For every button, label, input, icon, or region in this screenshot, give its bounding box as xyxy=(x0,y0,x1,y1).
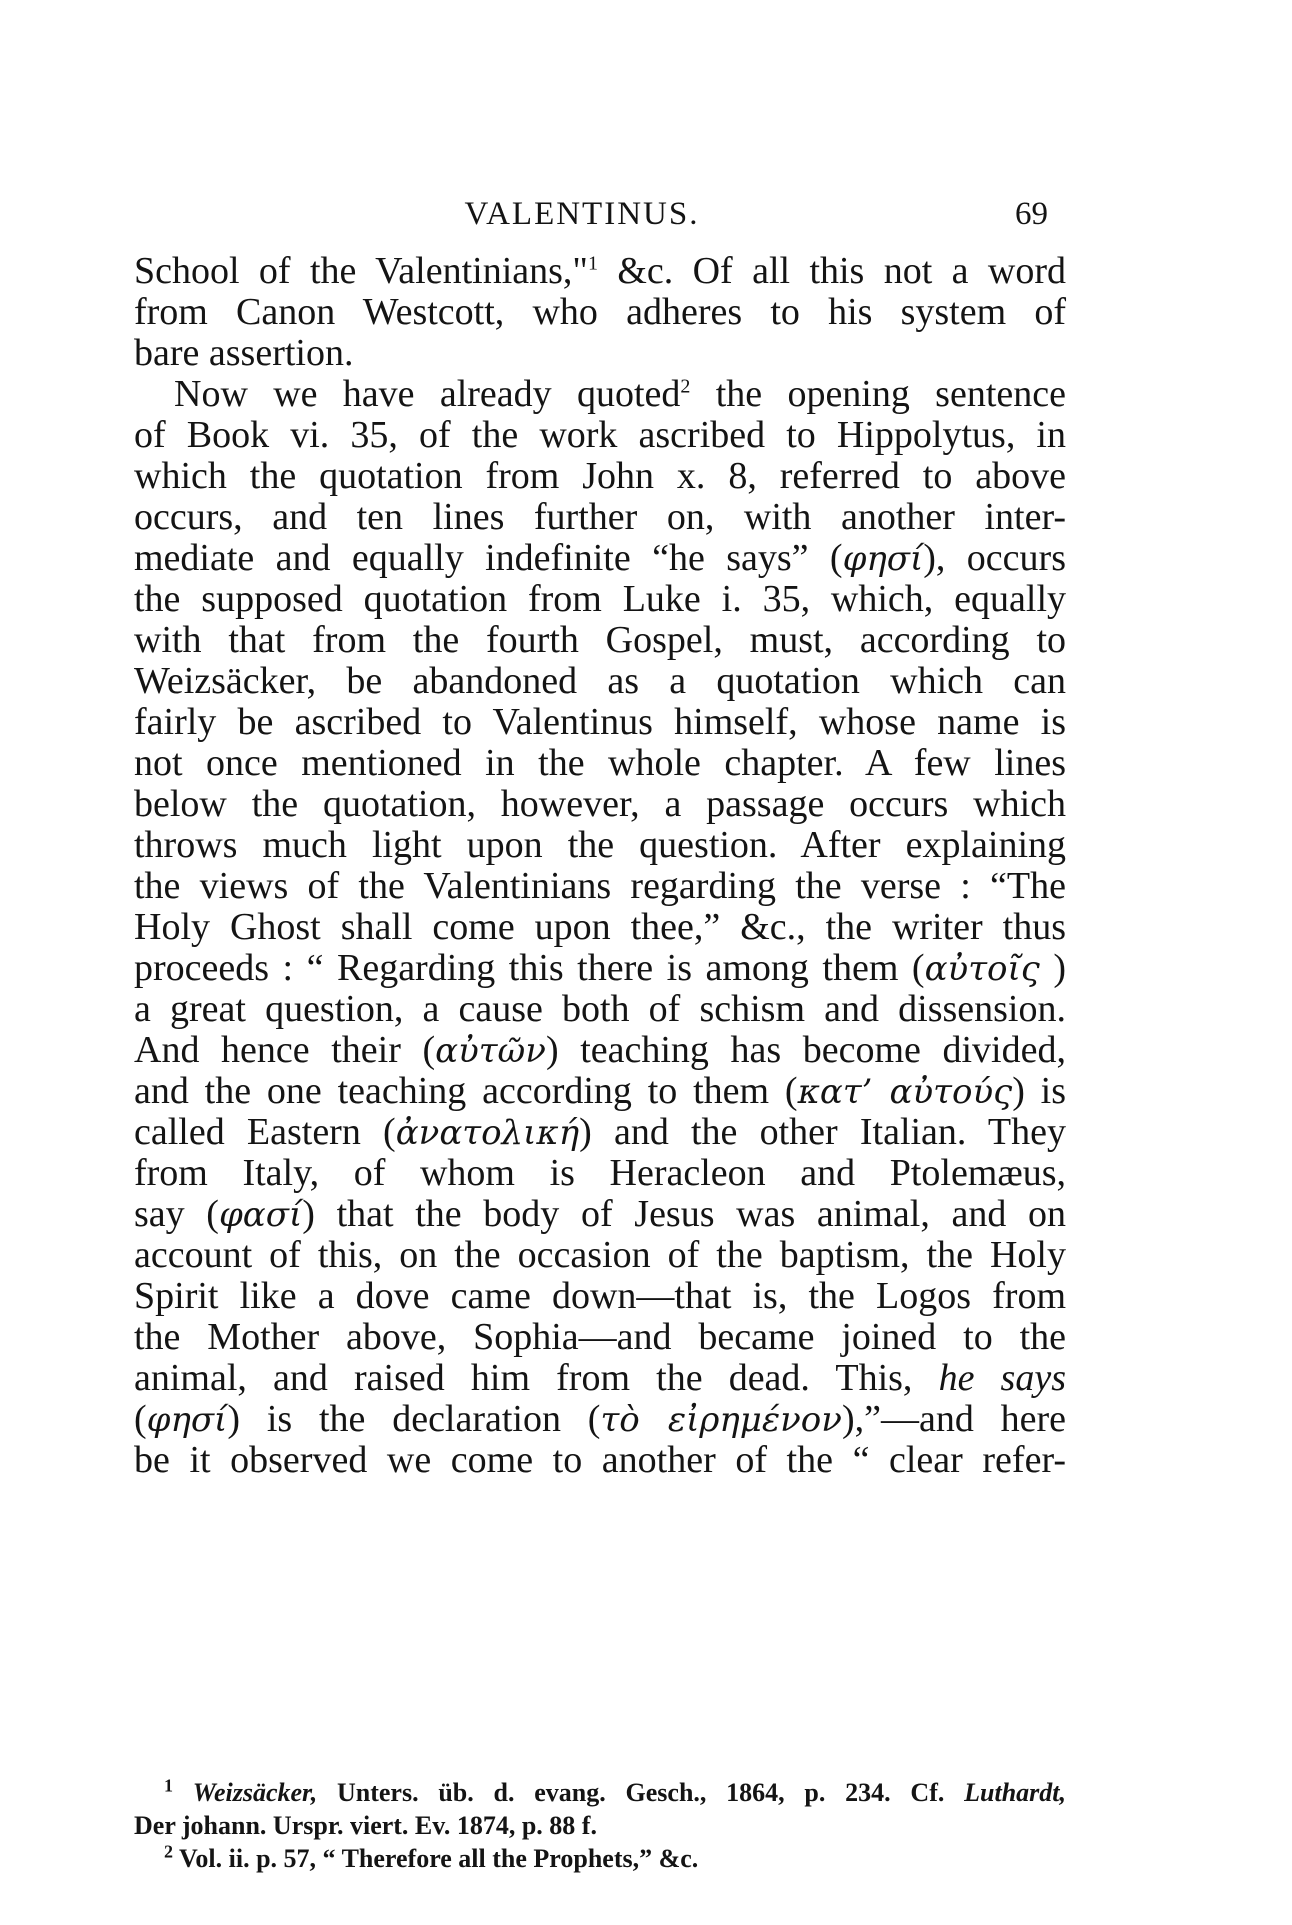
text-line: the Mother above, Sophia—and became joined to the xyxy=(134,1316,1066,1358)
greek-word: ἀνατολική xyxy=(395,1113,580,1153)
text-line: called Eastern (ἀνατολική) and the other Italian. They xyxy=(134,1111,1066,1153)
text-line: from Canon Westcott, who adheres to his system of xyxy=(134,291,1066,333)
text-line: Now we have already quoted$^2$ the opening sentence xyxy=(174,373,1066,415)
page-number: 69 xyxy=(1015,196,1048,232)
text-line: bare assertion. xyxy=(134,332,354,374)
text-line: the supposed quotation from Luke i. 35, which, equally xyxy=(134,578,1066,620)
text-line: throws much light upon the question. After explaining xyxy=(134,824,1066,866)
greek-word: κατ’ αὐτούς xyxy=(797,1072,1013,1112)
text-line: animal, and raised him from the dead. This, he says xyxy=(134,1357,1067,1399)
greek-word: αὐτοῖς xyxy=(924,949,1040,989)
footnote-line: $^1$ Weizsäcker, Unters. üb. d. evang. Gesch., 1864, p. 234. Cf. Luthardt, xyxy=(164,1775,1066,1807)
text-line: from Italy, of whom is Heracleon and Ptolemæus, xyxy=(134,1152,1066,1194)
footnote-mark: 2 xyxy=(164,1841,173,1862)
greek-word: τὸ εἰρημένον xyxy=(600,1400,842,1440)
footnote-line: Der johann. Urspr. viert. Ev. 1874, p. 88 f. xyxy=(134,1811,597,1840)
footnote-line: $^2$ Vol. ii. p. 57, “ Therefore all the Prophets,” &c. xyxy=(164,1841,699,1873)
text-line: say (φασί) that the body of Jesus was animal, and on xyxy=(134,1193,1066,1235)
italic-phrase: he says xyxy=(938,1357,1067,1399)
text-line: And hence their (αὐτῶν) teaching has become divided, xyxy=(134,1029,1066,1071)
text-line: Spirit like a dove came down—that is, the Logos from xyxy=(134,1275,1066,1317)
greek-word: φησί xyxy=(842,539,924,579)
text-line: fairly be ascribed to Valentinus himself, whose name is xyxy=(134,701,1066,743)
text-line: proceeds : “ Regarding this there is among them (αὐτοῖς ) xyxy=(134,947,1067,989)
text-line: (φησί) is the declaration (τὸ εἰρημένον),”—and here xyxy=(134,1398,1067,1440)
footnote-mark: 1 xyxy=(164,1775,173,1796)
text-line: occurs, and ten lines further on, with another inter- xyxy=(134,496,1066,538)
text-line: mediate and equally indefinite “he says” (φησί), occurs xyxy=(134,537,1066,579)
text-line: be it observed we come to another of the “ clear refer- xyxy=(134,1439,1066,1481)
greek-word: αὐτῶν xyxy=(435,1031,546,1071)
footnote-ref: 1 xyxy=(587,252,598,275)
text-line: with that from the fourth Gospel, must, according to xyxy=(134,619,1066,661)
text-line: a great question, a cause both of schism and dissension. xyxy=(134,988,1066,1030)
greek-word: φασί xyxy=(218,1195,303,1235)
text-line: Weizsäcker, be abandoned as a quotation which can xyxy=(134,660,1066,702)
footnote-ref: 2 xyxy=(680,375,691,398)
text-line: the views of the Valentinians regarding the verse : “The xyxy=(134,865,1066,907)
text-line: account of this, on the occasion of the baptism, the Holy xyxy=(134,1234,1066,1276)
text-line: not once mentioned in the whole chapter. A few lines xyxy=(134,742,1066,784)
text-line: School of the Valentinians,"$^1$ &c. Of all this not a word xyxy=(134,250,1066,292)
running-title: VALENTINUS. xyxy=(464,196,700,232)
text-line: and the one teaching according to them (κατ’ αὐτούς) is xyxy=(134,1070,1066,1112)
text-line: of Book vi. 35, of the work ascribed to Hippolytus, in xyxy=(134,414,1066,456)
text-line: Holy Ghost shall come upon thee,” &c., the writer thus xyxy=(134,906,1066,948)
greek-word: φησί xyxy=(146,1400,228,1440)
text-line: below the quotation, however, a passage occurs which xyxy=(134,783,1066,825)
running-head xyxy=(0,196,1292,236)
text-line: which the quotation from John x. 8, referred to above xyxy=(134,455,1066,497)
